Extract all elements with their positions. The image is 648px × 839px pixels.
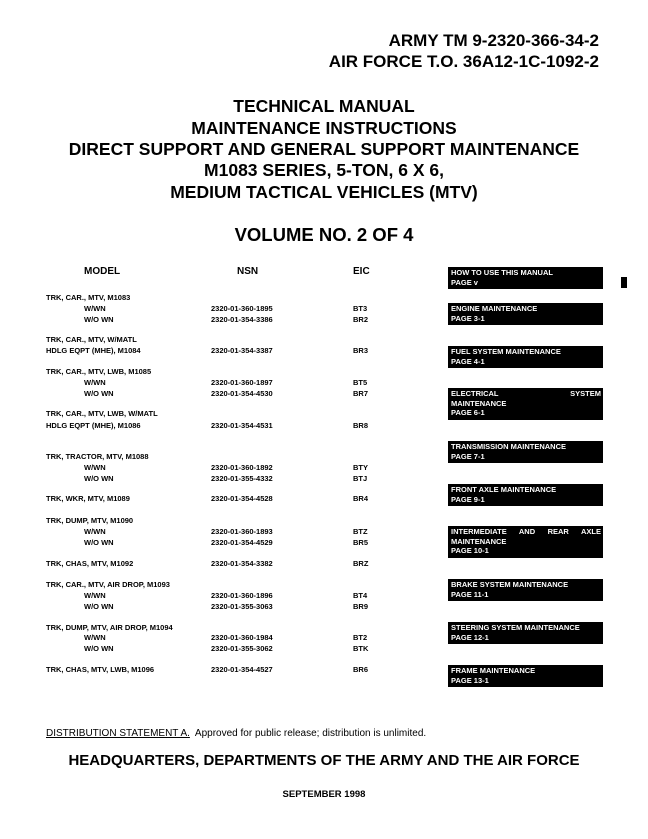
nsn-cell: 2320-01-360-1897 [211,378,273,387]
eic-cell: BR7 [353,389,369,398]
eic-cell: BR8 [353,421,369,430]
tab-title: INTERMEDIATE AND REAR AXLE [451,527,601,536]
model-cell: TRK, CAR., MTV, M1083 [46,293,131,302]
distribution-statement [46,728,426,739]
nsn-cell: 2320-01-355-4332 [211,474,273,483]
tab-transmission-maintenance[interactable] [448,441,603,463]
tab-engine-maintenance[interactable] [448,303,603,325]
model-cell: TRK, DUMP, MTV, M1090 [46,516,134,525]
model-cell: W/WN [84,633,106,642]
nsn-cell: 2320-01-355-3063 [211,602,273,611]
eic-cell: BR4 [353,494,369,503]
tab-page: PAGE 7-1 [451,451,485,461]
nsn-cell: 2320-01-354-4527 [211,665,273,674]
tab-page: PAGE 13-1 [451,675,489,685]
nsn-cell: 2320-01-354-4528 [211,494,273,503]
model-cell: TRK, CAR., MTV, AIR DROP, M1093 [46,580,170,589]
eic-cell: BR5 [353,538,369,547]
model-cell: HDLG EQPT (MHE), M1086 [46,421,141,430]
eic-cell: BRZ [353,559,369,568]
tab-title: BRAKE SYSTEM MAINTENANCE [451,580,569,589]
tab-intermediate-rear-axle-maintenance[interactable] [448,526,603,558]
tab-brake-system-maintenance[interactable] [448,579,603,601]
model-cell: W/WN [84,463,106,472]
tab-title: TRANSMISSION MAINTENANCE [451,442,567,451]
thumb-index-marker [621,277,627,288]
tab-page: PAGE v [451,277,478,287]
model-cell: W/O WN [84,602,114,611]
model-cell: W/O WN [84,644,114,653]
model-cell: W/O WN [84,315,114,324]
model-cell: TRK, WKR, MTV, M1089 [46,494,130,503]
tab-page: PAGE 9-1 [451,494,485,504]
tab-title-2: MAINTENANCE [451,536,507,546]
headquarters-line: HEADQUARTERS, DEPARTMENTS OF THE ARMY AND THE AIR FORCE [68,752,580,769]
model-cell: HDLG EQPT (MHE), M1084 [46,346,141,355]
nsn-cell: 2320-01-360-1984 [211,633,273,642]
tab-title-2: MAINTENANCE [451,398,507,408]
tab-page: PAGE 10-1 [451,546,489,556]
nsn-cell: 2320-01-354-3382 [211,559,273,568]
tab-title: HOW TO USE THIS MANUAL [451,268,553,277]
publication-date: SEPTEMBER 1998 [282,789,366,800]
eic-cell: BTJ [353,474,368,483]
nsn-cell: 2320-01-355-3062 [211,644,273,653]
eic-column-header: EIC [353,266,370,277]
title-line-5: MEDIUM TACTICAL VEHICLES (MTV) [170,182,478,202]
model-cell: TRK, CHAS, MTV, LWB, M1096 [46,665,155,674]
nsn-cell: 2320-01-360-1892 [211,463,273,472]
nsn-column-header: NSN [237,266,259,277]
tab-title: FUEL SYSTEM MAINTENANCE [451,347,561,356]
air-force-to-number: AIR FORCE T.O. 36A12-1C-1092-2 [328,52,599,71]
army-tm-number: ARMY TM 9-2320-366-34-2 [388,31,599,50]
model-cell: W/WN [84,527,106,536]
tab-how-to-use[interactable] [448,267,603,289]
tab-title: FRAME MAINTENANCE [451,666,536,675]
nsn-cell: 2320-01-354-3386 [211,315,273,324]
title-line-3: DIRECT SUPPORT AND GENERAL SUPPORT MAINTENANCE [68,139,580,159]
tab-page: PAGE 4-1 [451,356,485,366]
tab-title: ENGINE MAINTENANCE [451,304,538,313]
model-cell: W/WN [84,591,106,600]
tab-page: PAGE 11-1 [451,589,489,599]
eic-cell: BTK [353,644,369,653]
nsn-cell: 2320-01-360-1896 [211,591,273,600]
model-cell: TRK, CHAS, MTV, M1092 [46,559,134,568]
tab-fuel-system-maintenance[interactable] [448,346,603,368]
model-cell: TRK, TRACTOR, MTV, M1088 [46,452,149,461]
eic-cell: BTZ [353,527,368,536]
tab-frame-maintenance[interactable] [448,665,603,687]
volume-number: VOLUME NO. 2 OF 4 [234,224,414,245]
eic-cell: BR2 [353,315,369,324]
tab-title: ELECTRICAL SYSTEM [451,389,601,398]
title-line-1: TECHNICAL MANUAL [233,96,415,116]
tab-page: PAGE 12-1 [451,632,489,642]
nsn-cell: 2320-01-354-4531 [211,421,273,430]
model-cell: TRK, DUMP, MTV, AIR DROP, M1094 [46,623,173,632]
eic-cell: BT2 [353,633,368,642]
tab-title: FRONT AXLE MAINTENANCE [451,485,557,494]
title-line-2: MAINTENANCE INSTRUCTIONS [191,118,457,138]
model-cell: W/WN [84,378,106,387]
tab-page: PAGE 3-1 [451,313,485,323]
tab-front-axle-maintenance[interactable] [448,484,603,506]
eic-cell: BT4 [353,591,368,600]
model-cell: TRK, CAR., MTV, LWB, M1085 [46,367,152,376]
model-cell: W/O WN [84,389,114,398]
title-line-4: M1083 SERIES, 5-TON, 6 X 6, [204,160,444,180]
eic-cell: BT3 [353,304,368,313]
distribution-text: Approved for public release; distribution is unlimited. [194,728,427,739]
tab-electrical-system-maintenance[interactable] [448,388,603,420]
tab-steering-system-maintenance[interactable] [448,622,603,644]
nsn-cell: 2320-01-360-1893 [211,527,273,536]
nsn-cell: 2320-01-354-3387 [211,346,273,355]
model-cell: W/WN [84,304,106,313]
model-cell: TRK, CAR., MTV, W/MATL [46,335,137,344]
model-cell: W/O WN [84,538,114,547]
nsn-cell: 2320-01-354-4530 [211,389,273,398]
eic-cell: BR9 [353,602,369,611]
model-cell: TRK, CAR., MTV, LWB, W/MATL [46,409,158,418]
tab-title: STEERING SYSTEM MAINTENANCE [451,623,580,632]
distribution-label: DISTRIBUTION STATEMENT A. [46,728,190,739]
model-column-header: MODEL [84,266,121,277]
eic-cell: BR3 [353,346,369,355]
model-cell: W/O WN [84,474,114,483]
nsn-cell: 2320-01-354-4529 [211,538,273,547]
eic-cell: BTY [353,463,368,472]
nsn-cell: 2320-01-360-1895 [211,304,273,313]
tab-page: PAGE 6-1 [451,408,485,418]
eic-cell: BT5 [353,378,368,387]
eic-cell: BR6 [353,665,369,674]
